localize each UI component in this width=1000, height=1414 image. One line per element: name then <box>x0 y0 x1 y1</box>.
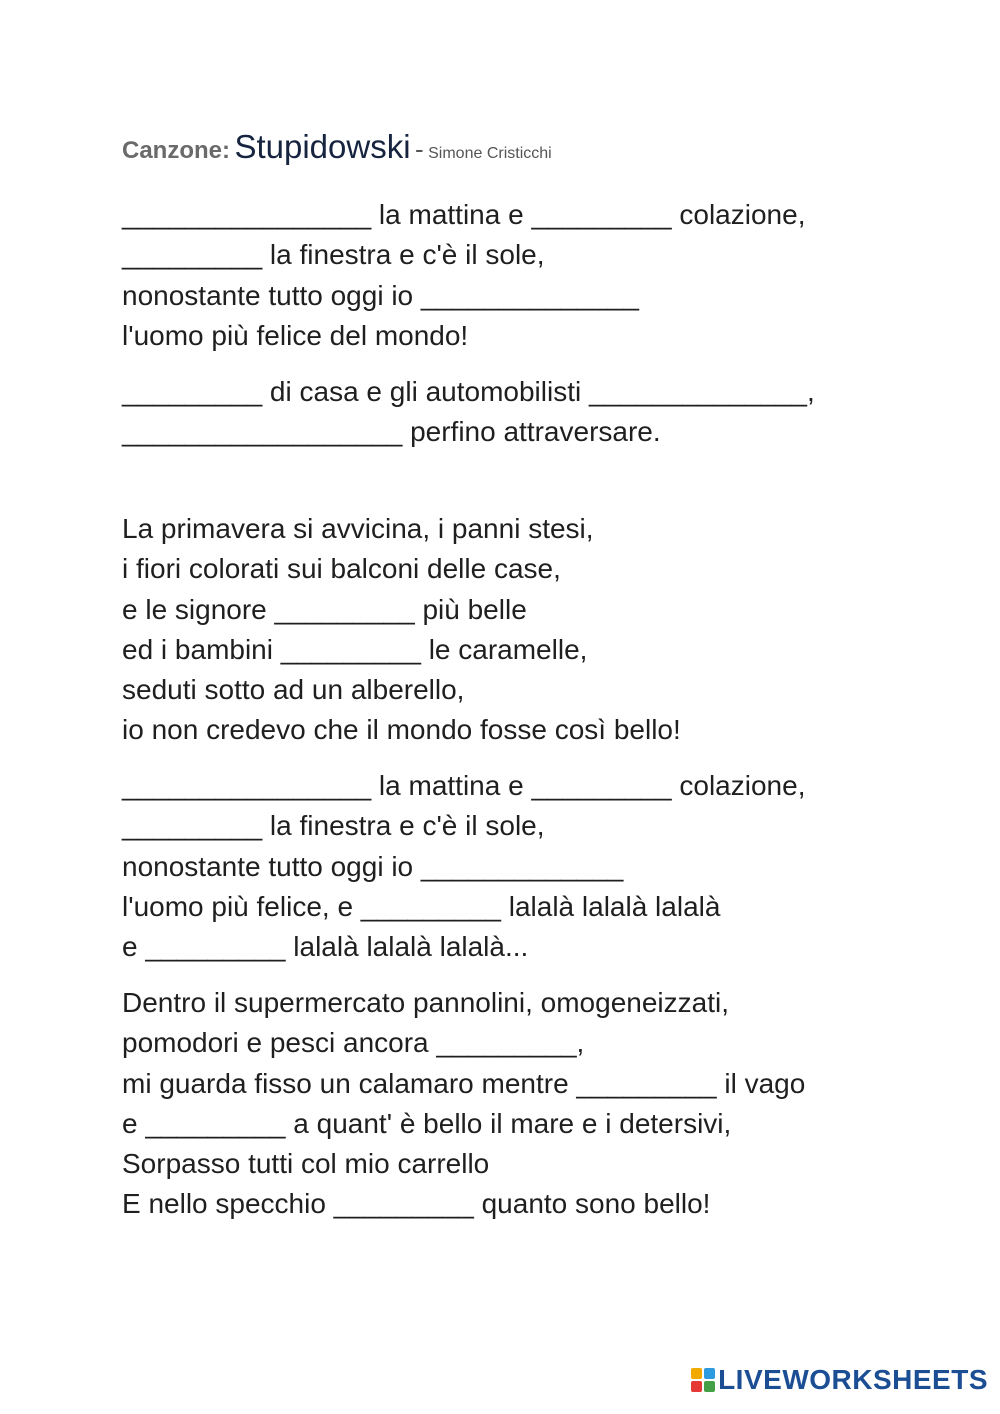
lyric-line: Sorpasso tutti col mio carrello <box>122 1148 490 1180</box>
lyric-line: nonostante tutto oggi io ______________ <box>122 279 639 311</box>
lyric-line: _________ la finestra e c'è il sole, <box>122 239 545 271</box>
stanza-1 <box>122 195 805 356</box>
lyric-line: e _________ lalalà lalalà lalalà... <box>122 931 529 963</box>
lyric-line: Dentro il supermercato pannolini, omogeneizzati, <box>122 987 729 1018</box>
lyric-line: l'uomo più felice, e _________ lalalà lalalà lalalà <box>122 890 721 922</box>
lyric-line: _________ di casa e gli automobilisti ______________, <box>122 376 815 407</box>
lyric-line: pomodori e pesci ancora _________, <box>122 1027 585 1059</box>
stanza-2 <box>122 372 815 453</box>
lyric-line: __________________ perfino attraversare. <box>122 416 661 448</box>
lyric-line: seduti sotto ad un alberello, <box>122 674 465 706</box>
stanza-5 <box>122 983 805 1225</box>
logo-text: LIVEWORKSHEETS <box>718 1364 988 1395</box>
lyric-line: e le signore _________ più belle <box>122 593 527 625</box>
lyric-line: La primavera si avvicina, i panni stesi, <box>122 513 594 544</box>
song-name: Stupidowski <box>234 128 411 165</box>
lyric-line: ________________ la mattina e _________ colazione, <box>122 770 806 801</box>
stanza-3 <box>122 509 681 751</box>
stanza-4 <box>122 766 805 967</box>
lyric-line: io non credevo che il mondo fosse così bello! <box>122 714 681 746</box>
lyric-line: i fiori colorati sui balconi delle case, <box>122 553 561 585</box>
lyric-line: _________ la finestra e c'è il sole, <box>122 810 545 842</box>
lyric-line: ed i bambini _________ le caramelle, <box>122 633 588 665</box>
title-label: Canzone: <box>122 137 230 164</box>
artist-name: Simone Cristicchi <box>428 145 552 162</box>
song-title <box>122 128 552 166</box>
title-dash: - <box>415 134 424 164</box>
lyric-line: mi guarda fisso un calamaro mentre _________ il vago <box>122 1067 806 1099</box>
liveworksheets-logo <box>691 1364 988 1396</box>
lyric-line: E nello specchio _________ quanto sono bello! <box>122 1188 711 1220</box>
liveworksheets-logo-icon <box>691 1368 715 1392</box>
lyric-line: l'uomo più felice del mondo! <box>122 319 469 351</box>
lyric-line: ________________ la mattina e _________ colazione, <box>122 199 806 230</box>
lyric-line: e _________ a quant' è bello il mare e i detersivi, <box>122 1107 732 1139</box>
lyric-line: nonostante tutto oggi io _____________ <box>122 850 624 882</box>
